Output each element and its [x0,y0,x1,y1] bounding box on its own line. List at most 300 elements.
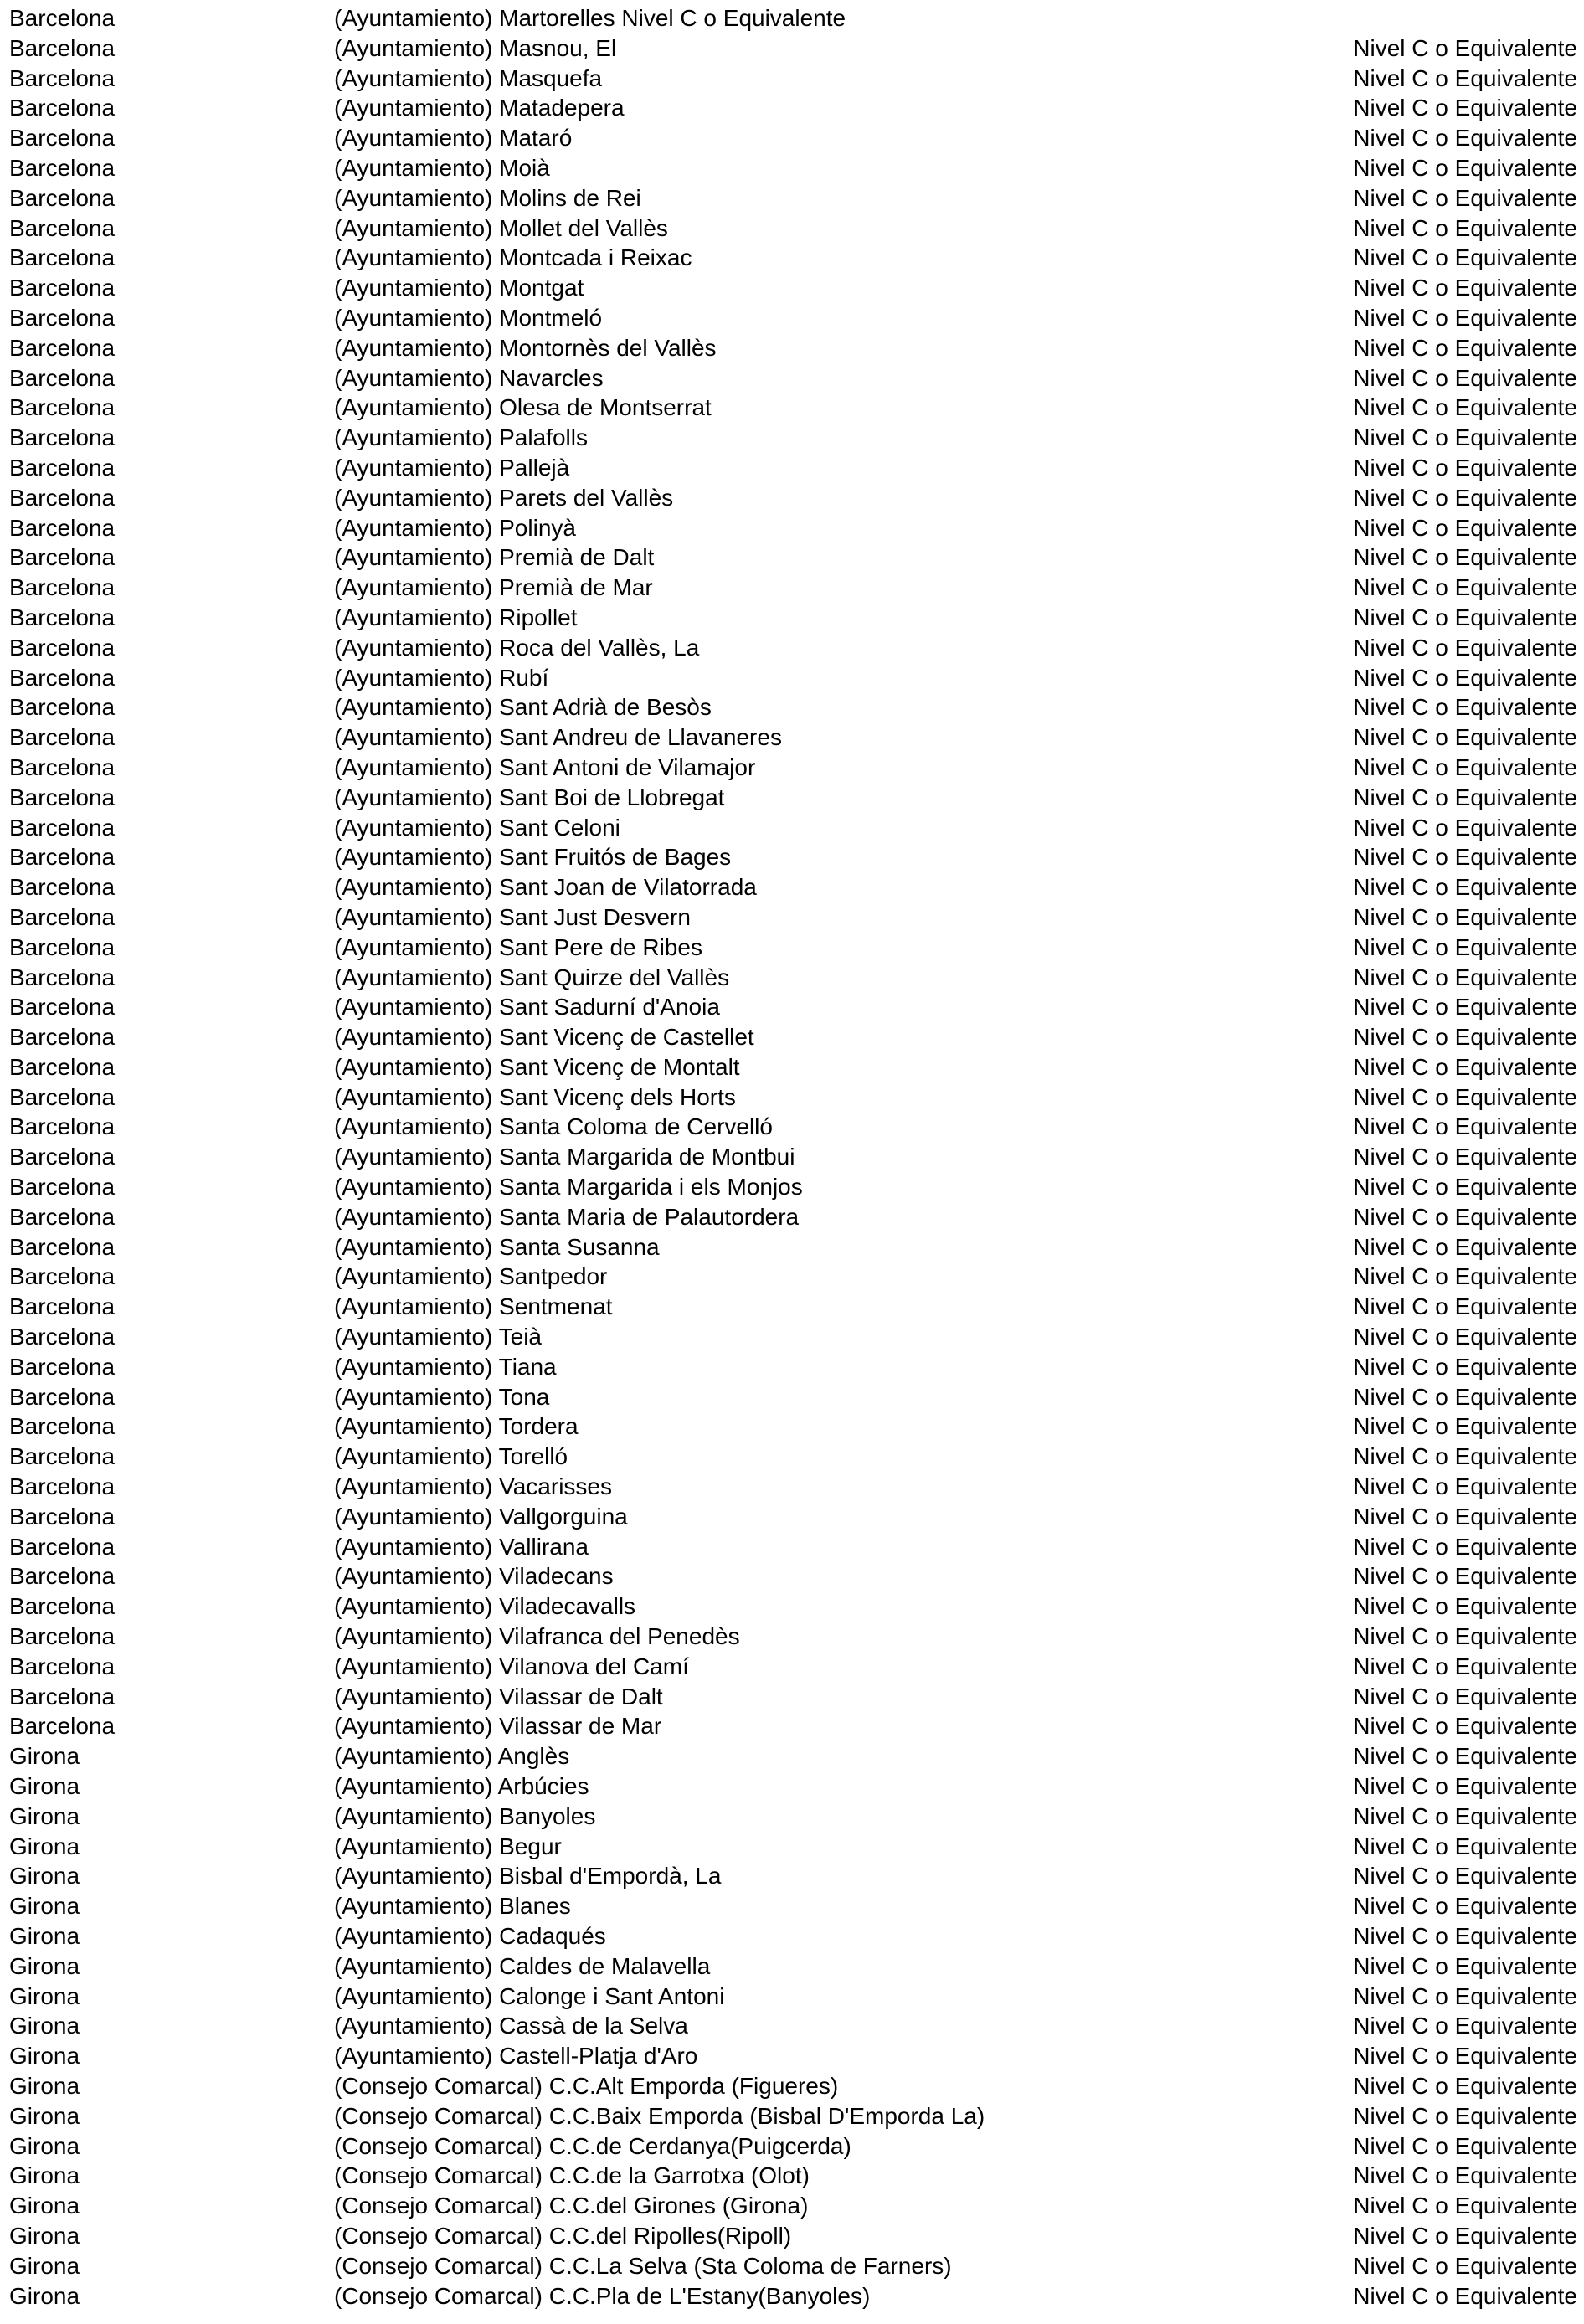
level-cell: Nivel C o Equivalente [1353,484,1577,511]
table-row [0,813,1584,843]
entity-cell: (Ayuntamiento) Roca del Vallès, La [334,634,700,661]
table-row [0,393,1584,423]
province-cell: Barcelona [9,634,116,661]
province-cell: Barcelona [9,1593,116,1620]
table-row [0,2281,1584,2311]
table-row [0,1502,1584,1532]
level-cell: Nivel C o Equivalente [1353,2282,1577,2309]
table-row [0,1202,1584,1232]
level-cell: Nivel C o Equivalente [1353,1383,1577,1410]
level-cell: Nivel C o Equivalente [1353,2102,1577,2129]
level-cell: Nivel C o Equivalente [1353,304,1577,331]
entity-cell: (Ayuntamiento) Sant Adrià de Besòs [334,694,712,721]
entity-cell: (Ayuntamiento) Anglès [334,1743,570,1770]
province-cell: Barcelona [9,154,116,181]
table-row [0,963,1584,993]
province-cell: Barcelona [9,1083,116,1110]
table-row [0,2251,1584,2281]
level-cell: Nivel C o Equivalente [1353,1263,1577,1290]
entity-cell: (Ayuntamiento) Cassà de la Selva [334,2013,688,2039]
level-cell: Nivel C o Equivalente [1353,334,1577,361]
entity-cell: (Ayuntamiento) Caldes de Malavella [334,1952,711,1979]
entity-cell: (Ayuntamiento) Vilafranca del Penedès [334,1623,740,1650]
table-row [0,213,1584,244]
level-cell: Nivel C o Equivalente [1353,933,1577,960]
level-cell: Nivel C o Equivalente [1353,244,1577,271]
level-cell: Nivel C o Equivalente [1353,364,1577,391]
table-row [0,423,1584,453]
level-cell: Nivel C o Equivalente [1353,1593,1577,1620]
table-row [0,1142,1584,1172]
table-row [0,603,1584,633]
table-row [0,2131,1584,2162]
province-cell: Barcelona [9,1563,116,1590]
table-row [0,2101,1584,2131]
province-cell: Barcelona [9,454,116,481]
table-row [0,1561,1584,1591]
level-cell: Nivel C o Equivalente [1353,1563,1577,1590]
table-row [0,333,1584,363]
table-row [0,1052,1584,1082]
province-cell: Barcelona [9,1413,116,1440]
level-cell: Nivel C o Equivalente [1353,64,1577,91]
entity-cell: (Consejo Comarcal) C.C.del Ripolles(Ripoll) [334,2222,792,2249]
level-cell: Nivel C o Equivalente [1353,634,1577,661]
entity-cell: (Ayuntamiento) Vallgorguina [334,1503,628,1530]
province-cell: Barcelona [9,753,116,780]
province-cell: Barcelona [9,1353,116,1380]
table-row [0,1442,1584,1472]
level-cell: Nivel C o Equivalente [1353,2043,1577,2069]
entity-cell: (Ayuntamiento) Calonge i Sant Antoni [334,1982,725,2009]
table-row [0,1232,1584,1262]
level-cell: Nivel C o Equivalente [1353,125,1577,152]
level-cell: Nivel C o Equivalente [1353,1802,1577,1829]
province-cell: Barcelona [9,1233,116,1260]
table-row [0,1262,1584,1292]
level-cell: Nivel C o Equivalente [1353,1743,1577,1770]
province-cell: Girona [9,1893,80,1920]
entity-cell: (Ayuntamiento) Santpedor [334,1263,608,1290]
entity-cell: (Ayuntamiento) Sant Antoni de Vilamajor [334,753,756,780]
table-row [0,1532,1584,1562]
entity-cell: (Ayuntamiento) Sant Pere de Ribes [334,933,702,960]
province-cell: Girona [9,2282,80,2309]
province-cell: Barcelona [9,244,116,271]
table-row [0,1622,1584,1652]
entity-cell: (Consejo Comarcal) C.C.Pla de L'Estany(Banyoles) [334,2282,871,2309]
document-table [0,3,1584,2311]
table-row [0,1741,1584,1771]
table-row [0,692,1584,722]
level-cell: Nivel C o Equivalente [1353,1623,1577,1650]
entity-cell: (Ayuntamiento) Castell-Platja d'Aro [334,2043,698,2069]
entity-cell: (Ayuntamiento) Montornès del Vallès [334,334,717,361]
level-cell: Nivel C o Equivalente [1353,1113,1577,1140]
province-cell: Barcelona [9,1113,116,1140]
table-row [0,1652,1584,1682]
province-cell: Girona [9,1833,80,1859]
level-cell: Nivel C o Equivalente [1353,1503,1577,1530]
entity-cell: (Ayuntamiento) Begur [334,1833,562,1859]
level-cell: Nivel C o Equivalente [1353,1982,1577,2009]
province-cell: Barcelona [9,394,116,421]
table-row [0,64,1584,94]
table-row [0,1891,1584,1921]
province-cell: Barcelona [9,903,116,930]
province-cell: Barcelona [9,334,116,361]
entity-cell: (Ayuntamiento) Sant Quirze del Vallès [334,964,730,990]
table-row [0,542,1584,573]
table-row [0,1921,1584,1951]
province-cell: Girona [9,2072,80,2099]
level-cell: Nivel C o Equivalente [1353,1653,1577,1679]
province-cell: Barcelona [9,604,116,630]
level-cell: Nivel C o Equivalente [1353,1203,1577,1230]
table-row [0,722,1584,753]
province-cell: Barcelona [9,1683,116,1710]
entity-cell: (Ayuntamiento) Matadepera [334,95,625,121]
entity-cell: (Ayuntamiento) Sant Vicenç de Montalt [334,1053,740,1080]
level-cell: Nivel C o Equivalente [1353,1413,1577,1440]
level-cell: Nivel C o Equivalente [1353,2222,1577,2249]
table-row [0,2071,1584,2101]
level-cell: Nivel C o Equivalente [1353,1863,1577,1890]
entity-cell: (Ayuntamiento) Santa Margarida i els Monjos [334,1174,803,1201]
table-row [0,1951,1584,1982]
entity-cell: (Ayuntamiento) Pallejà [334,454,570,481]
province-cell: Girona [9,2102,80,2129]
table-row [0,1982,1584,2012]
level-cell: Nivel C o Equivalente [1353,2162,1577,2189]
table-row [0,753,1584,783]
level-cell: Nivel C o Equivalente [1353,874,1577,901]
entity-cell: (Ayuntamiento) Sant Joan de Vilatorrada [334,874,757,901]
province-cell: Barcelona [9,95,116,121]
table-row [0,1172,1584,1202]
level-cell: Nivel C o Equivalente [1353,544,1577,571]
level-cell: Nivel C o Equivalente [1353,1533,1577,1560]
level-cell: Nivel C o Equivalente [1353,1713,1577,1740]
entity-cell: (Ayuntamiento) Torelló [334,1443,568,1470]
province-cell: Barcelona [9,694,116,721]
table-row [0,3,1584,33]
province-cell: Barcelona [9,184,116,211]
table-row [0,1711,1584,1741]
entity-cell: (Ayuntamiento) Moià [334,154,550,181]
province-cell: Barcelona [9,1713,116,1740]
province-cell: Girona [9,1773,80,1800]
province-cell: Girona [9,2222,80,2249]
level-cell: Nivel C o Equivalente [1353,2252,1577,2279]
level-cell: Nivel C o Equivalente [1353,1923,1577,1949]
table-row [0,2161,1584,2191]
level-cell: Nivel C o Equivalente [1353,394,1577,421]
province-cell: Barcelona [9,1024,116,1051]
entity-cell: (Ayuntamiento) Mollet del Vallès [334,214,668,241]
level-cell: Nivel C o Equivalente [1353,964,1577,990]
table-row [0,243,1584,273]
entity-cell: (Ayuntamiento) Vilanova del Camí [334,1653,689,1679]
table-row [0,633,1584,663]
entity-cell: (Ayuntamiento) Vilassar de Mar [334,1713,662,1740]
level-cell: Nivel C o Equivalente [1353,814,1577,841]
level-cell: Nivel C o Equivalente [1353,454,1577,481]
province-cell: Barcelona [9,844,116,871]
level-cell: Nivel C o Equivalente [1353,1144,1577,1170]
level-cell: Nivel C o Equivalente [1353,724,1577,751]
province-cell: Barcelona [9,275,116,301]
province-cell: Barcelona [9,814,116,841]
table-row [0,1112,1584,1142]
province-cell: Barcelona [9,1503,116,1530]
province-cell: Girona [9,2043,80,2069]
level-cell: Nivel C o Equivalente [1353,784,1577,810]
province-cell: Barcelona [9,484,116,511]
entity-cell: (Ayuntamiento) Tona [334,1383,550,1410]
entity-cell: (Ayuntamiento) Santa Susanna [334,1233,660,1260]
table-row [0,783,1584,813]
entity-cell: (Ayuntamiento) Polinyà [334,514,576,541]
level-cell: Nivel C o Equivalente [1353,1174,1577,1201]
level-cell: Nivel C o Equivalente [1353,2013,1577,2039]
table-row [0,1682,1584,1712]
entity-cell: (Ayuntamiento) Banyoles [334,1802,596,1829]
entity-cell: (Ayuntamiento) Santa Maria de Palautordera [334,1203,800,1230]
province-cell: Barcelona [9,1383,116,1410]
entity-cell: (Ayuntamiento) Tordera [334,1413,579,1440]
level-cell: Nivel C o Equivalente [1353,2132,1577,2159]
province-cell: Barcelona [9,34,116,61]
table-row [0,513,1584,543]
entity-cell: (Consejo Comarcal) C.C.Baix Emporda (Bisbal D'Emporda La) [334,2102,985,2129]
table-row [0,1082,1584,1113]
entity-cell: (Consejo Comarcal) C.C.de Cerdanya(Puigcerda) [334,2132,851,2159]
level-cell: Nivel C o Equivalente [1353,95,1577,121]
province-cell: Girona [9,2162,80,2189]
entity-cell: (Ayuntamiento) Sant Sadurní d'Anoia [334,994,720,1021]
level-cell: Nivel C o Equivalente [1353,34,1577,61]
table-row [0,573,1584,603]
province-cell: Barcelona [9,5,116,31]
entity-cell: (Ayuntamiento) Sant Boi de Llobregat [334,784,725,810]
province-cell: Girona [9,2013,80,2039]
province-cell: Barcelona [9,1203,116,1230]
entity-cell: (Ayuntamiento) Sant Celoni [334,814,620,841]
level-cell: Nivel C o Equivalente [1353,1053,1577,1080]
province-cell: Barcelona [9,664,116,691]
table-row [0,273,1584,303]
level-cell: Nivel C o Equivalente [1353,424,1577,451]
province-cell: Barcelona [9,64,116,91]
entity-cell: (Ayuntamiento) Vilassar de Dalt [334,1683,663,1710]
province-cell: Barcelona [9,364,116,391]
entity-cell: (Ayuntamiento) Olesa de Montserrat [334,394,712,421]
entity-cell: (Consejo Comarcal) C.C.del Girones (Girona) [334,2193,809,2219]
level-cell: Nivel C o Equivalente [1353,275,1577,301]
table-row [0,2011,1584,2041]
entity-cell: (Ayuntamiento) Viladecavalls [334,1593,636,1620]
table-row [0,1472,1584,1502]
province-cell: Barcelona [9,574,116,601]
province-cell: Barcelona [9,1533,116,1560]
level-cell: Nivel C o Equivalente [1353,154,1577,181]
province-cell: Girona [9,1952,80,1979]
table-row [0,992,1584,1022]
level-cell: Nivel C o Equivalente [1353,1024,1577,1051]
province-cell: Girona [9,2252,80,2279]
entity-cell: (Ayuntamiento) Santa Margarida de Montbui [334,1144,795,1170]
level-cell: Nivel C o Equivalente [1353,1293,1577,1320]
table-row [0,2041,1584,2071]
table-row [0,1832,1584,1862]
province-cell: Barcelona [9,1144,116,1170]
table-row [0,183,1584,213]
entity-cell: (Consejo Comarcal) C.C.de la Garrotxa (Olot) [334,2162,810,2189]
entity-cell: (Ayuntamiento) Molins de Rei [334,184,641,211]
province-cell: Girona [9,1982,80,2009]
table-row [0,33,1584,64]
entity-cell: (Ayuntamiento) Santa Coloma de Cervelló [334,1113,773,1140]
level-cell: Nivel C o Equivalente [1353,1473,1577,1500]
table-row [0,1771,1584,1802]
entity-cell: (Ayuntamiento) Mataró [334,125,573,152]
province-cell: Girona [9,1802,80,1829]
level-cell: Nivel C o Equivalente [1353,574,1577,601]
level-cell: Nivel C o Equivalente [1353,1324,1577,1350]
province-cell: Barcelona [9,214,116,241]
province-cell: Barcelona [9,933,116,960]
entity-cell: (Ayuntamiento) Sant Vicenç dels Horts [334,1083,736,1110]
level-cell: Nivel C o Equivalente [1353,514,1577,541]
table-row [0,363,1584,393]
level-cell: Nivel C o Equivalente [1353,2193,1577,2219]
province-cell: Girona [9,2193,80,2219]
province-cell: Barcelona [9,1653,116,1679]
level-cell: Nivel C o Equivalente [1353,1683,1577,1710]
table-row [0,93,1584,123]
table-row [0,872,1584,902]
table-row [0,453,1584,483]
province-cell: Barcelona [9,964,116,990]
province-cell: Barcelona [9,724,116,751]
entity-cell: (Ayuntamiento) Masquefa [334,64,603,91]
level-cell: Nivel C o Equivalente [1353,994,1577,1021]
province-cell: Barcelona [9,1174,116,1201]
province-cell: Barcelona [9,874,116,901]
province-cell: Girona [9,1863,80,1890]
province-cell: Barcelona [9,1263,116,1290]
entity-cell: (Ayuntamiento) Bisbal d'Empordà, La [334,1863,722,1890]
entity-cell: (Ayuntamiento) Premià de Dalt [334,544,655,571]
level-cell: Nivel C o Equivalente [1353,1893,1577,1920]
table-row [0,1802,1584,1832]
province-cell: Barcelona [9,1473,116,1500]
table-row [0,483,1584,513]
table-row [0,303,1584,333]
province-cell: Barcelona [9,424,116,451]
level-cell: Nivel C o Equivalente [1353,1353,1577,1380]
table-row [0,663,1584,693]
province-cell: Barcelona [9,514,116,541]
level-cell: Nivel C o Equivalente [1353,664,1577,691]
table-row [0,1322,1584,1352]
entity-cell: (Ayuntamiento) Arbúcies [334,1773,589,1800]
table-row [0,1292,1584,1322]
level-cell: Nivel C o Equivalente [1353,1233,1577,1260]
province-cell: Barcelona [9,1623,116,1650]
entity-cell: (Ayuntamiento) Vacarisses [334,1473,612,1500]
entity-cell: (Ayuntamiento) Sant Just Desvern [334,903,691,930]
province-cell: Girona [9,1743,80,1770]
table-row [0,1591,1584,1622]
province-cell: Girona [9,2132,80,2159]
entity-cell: (Ayuntamiento) Teià [334,1324,542,1350]
province-cell: Barcelona [9,1324,116,1350]
entity-cell: (Ayuntamiento) Sant Vicenç de Castellet [334,1024,754,1051]
level-cell: Nivel C o Equivalente [1353,214,1577,241]
entity-cell: (Ayuntamiento) Montgat [334,275,584,301]
province-cell: Barcelona [9,125,116,152]
entity-cell: (Ayuntamiento) Blanes [334,1893,571,1920]
entity-cell: (Ayuntamiento) Premià de Mar [334,574,653,601]
entity-cell: (Ayuntamiento) Tiana [334,1353,557,1380]
province-cell: Barcelona [9,1293,116,1320]
level-cell: Nivel C o Equivalente [1353,1773,1577,1800]
entity-cell: (Ayuntamiento) Cadaqués [334,1923,606,1949]
level-cell: Nivel C o Equivalente [1353,903,1577,930]
table-row [0,153,1584,183]
table-row [0,842,1584,872]
entity-cell: (Consejo Comarcal) C.C.Alt Emporda (Figueres) [334,2072,839,2099]
table-row [0,1382,1584,1412]
entity-cell: (Ayuntamiento) Montmeló [334,304,603,331]
entity-cell: (Ayuntamiento) Sant Andreu de Llavaneres [334,724,782,751]
table-row [0,902,1584,933]
entity-cell: (Ayuntamiento) Vallirana [334,1533,589,1560]
level-cell: Nivel C o Equivalente [1353,604,1577,630]
entity-cell: (Ayuntamiento) Montcada i Reixac [334,244,692,271]
province-cell: Barcelona [9,1443,116,1470]
province-cell: Girona [9,1923,80,1949]
province-cell: Barcelona [9,544,116,571]
table-row [0,2191,1584,2221]
table-row [0,123,1584,153]
level-cell: Nivel C o Equivalente [1353,1083,1577,1110]
table-row [0,1022,1584,1052]
entity-cell: (Ayuntamiento) Sant Fruitós de Bages [334,844,732,871]
entity-cell: (Ayuntamiento) Ripollet [334,604,578,630]
level-cell: Nivel C o Equivalente [1353,694,1577,721]
entity-cell: (Ayuntamiento) Navarcles [334,364,604,391]
level-cell: Nivel C o Equivalente [1353,1952,1577,1979]
table-row [0,933,1584,963]
table-row [0,2221,1584,2251]
level-cell: Nivel C o Equivalente [1353,844,1577,871]
entity-cell: (Ayuntamiento) Martorelles Nivel C o Equivalente [334,5,846,31]
province-cell: Barcelona [9,1053,116,1080]
level-cell: Nivel C o Equivalente [1353,2072,1577,2099]
table-row [0,1352,1584,1382]
entity-cell: (Ayuntamiento) Viladecans [334,1563,614,1590]
table-row [0,1861,1584,1891]
entity-cell: (Consejo Comarcal) C.C.La Selva (Sta Coloma de Farners) [334,2252,952,2279]
entity-cell: (Ayuntamiento) Masnou, El [334,34,617,61]
province-cell: Barcelona [9,784,116,810]
entity-cell: (Ayuntamiento) Rubí [334,664,549,691]
entity-cell: (Ayuntamiento) Palafolls [334,424,588,451]
level-cell: Nivel C o Equivalente [1353,753,1577,780]
